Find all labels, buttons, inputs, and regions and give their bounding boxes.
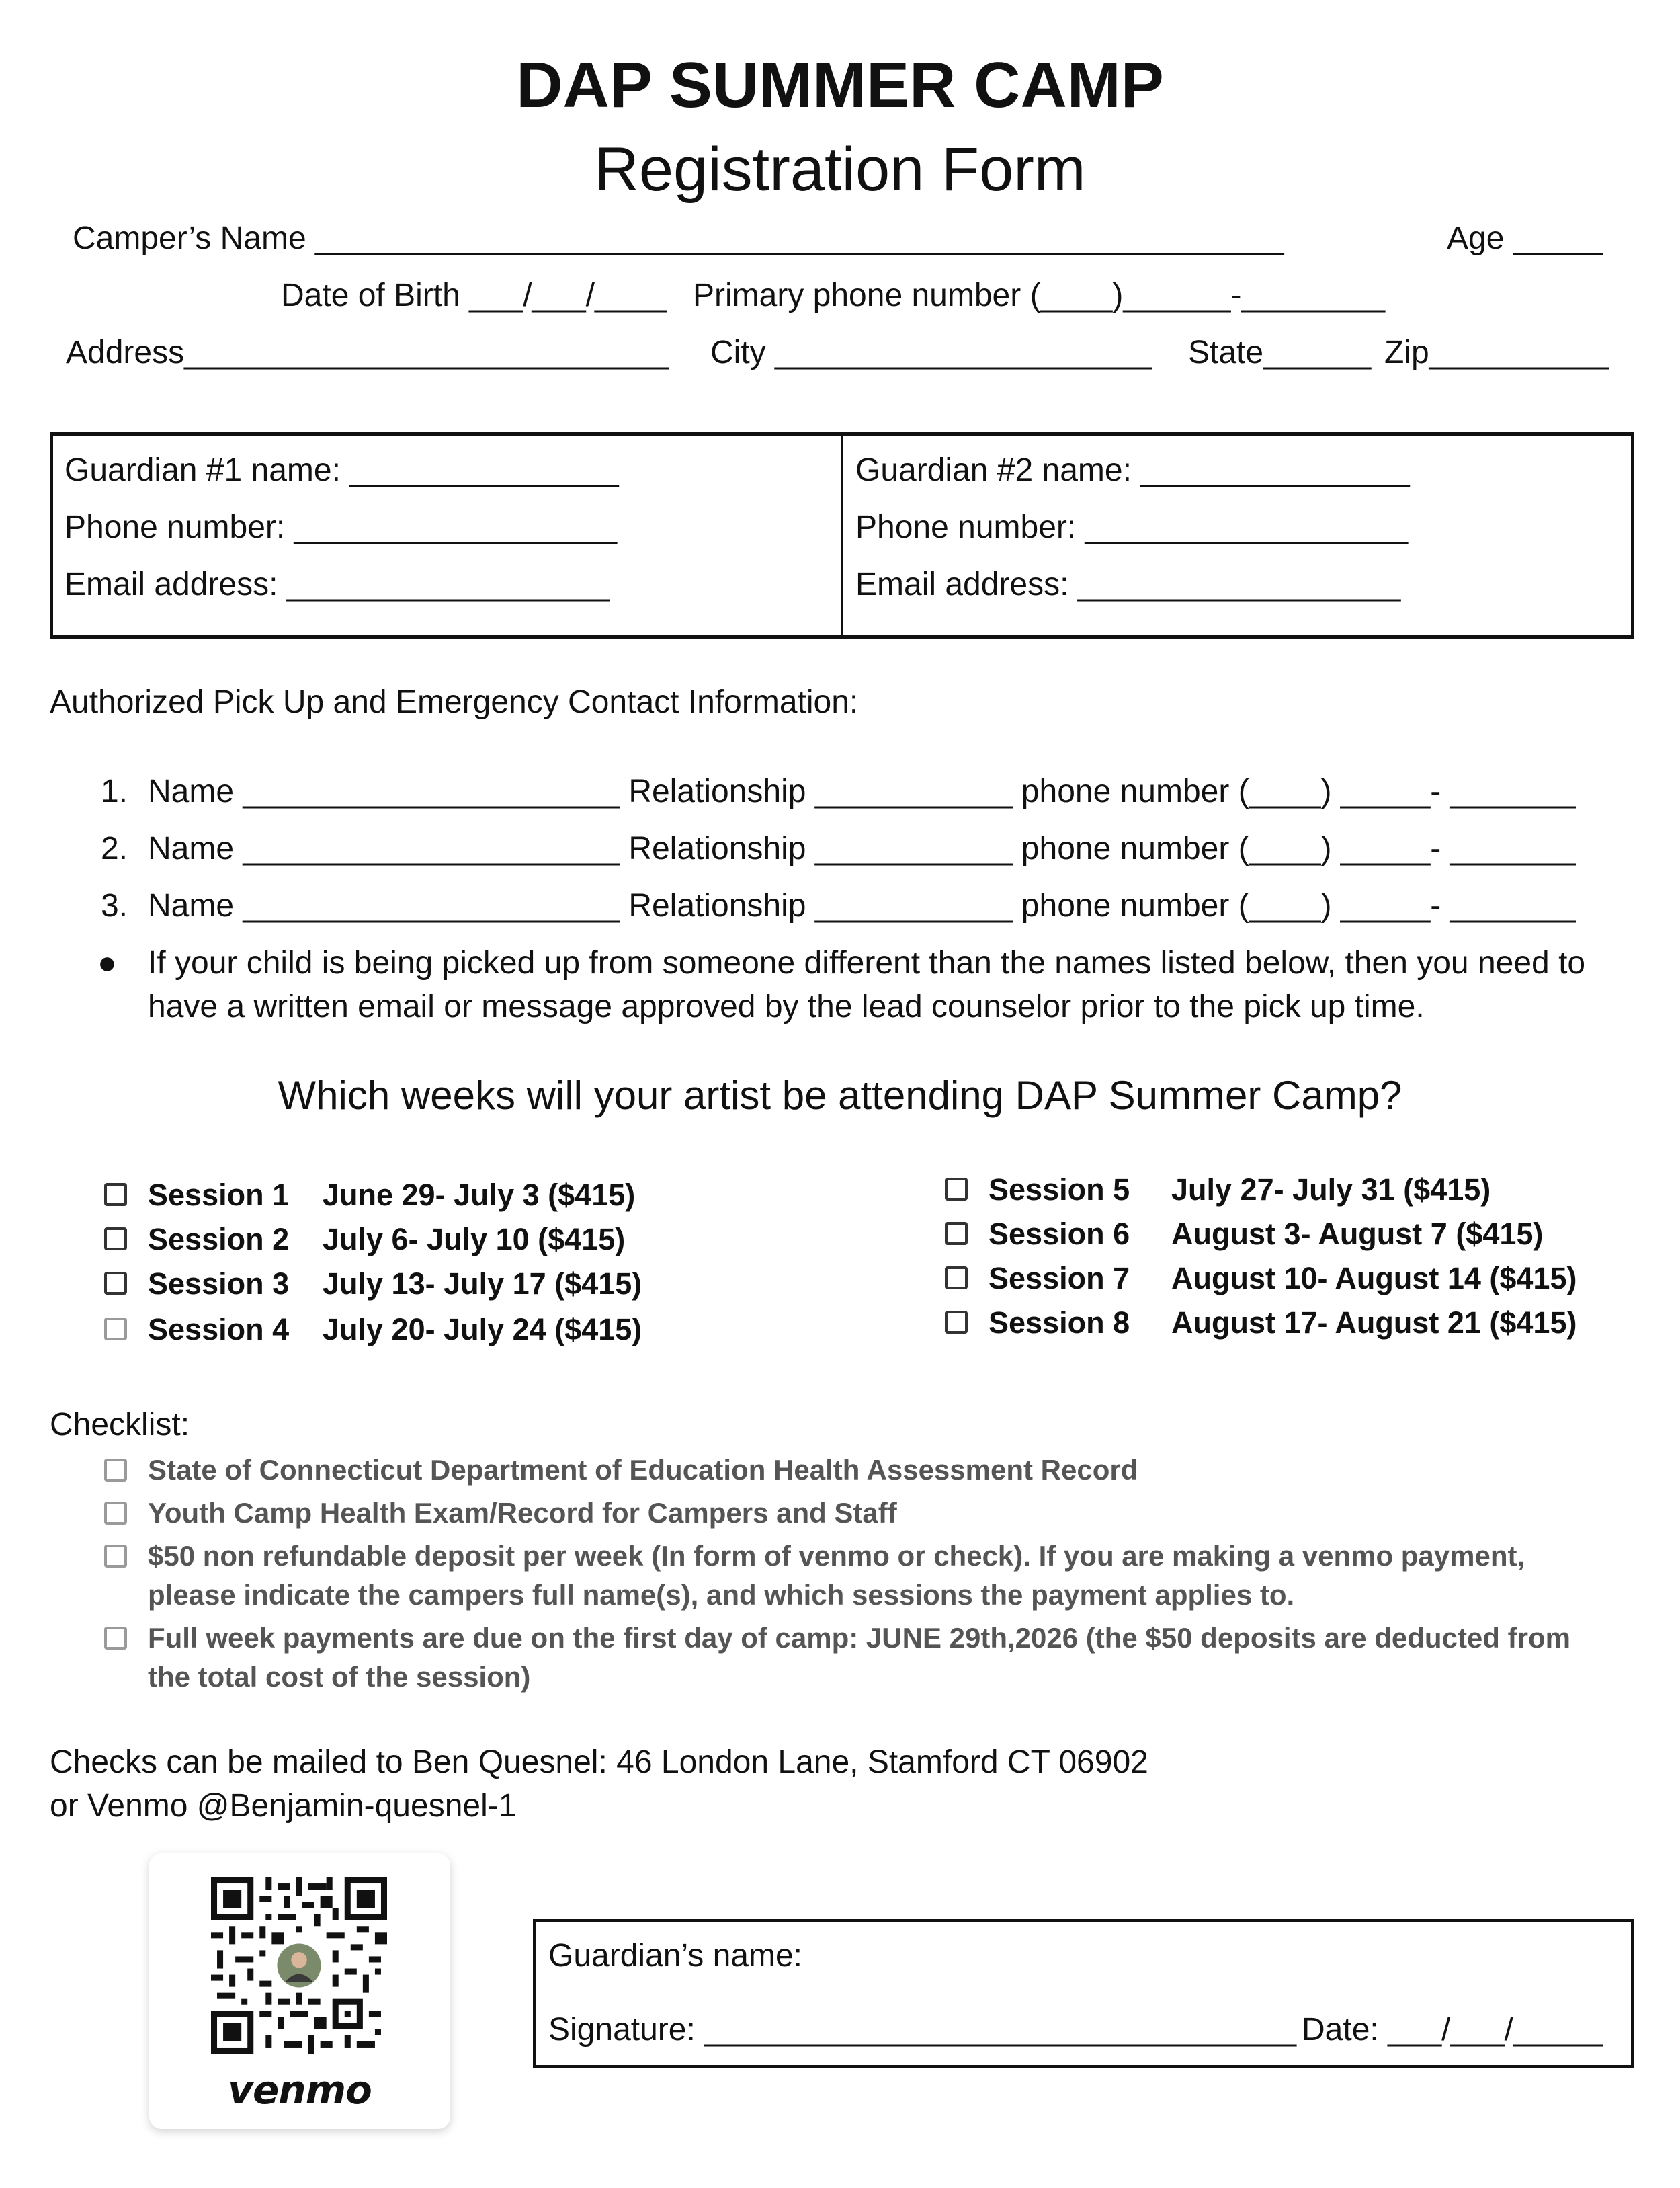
session-8-dates: August 17- August 21 ($415) <box>1171 1305 1577 1340</box>
page-title: DAP SUMMER CAMP <box>516 49 1164 121</box>
session-4-checkbox[interactable] <box>104 1318 127 1340</box>
session-5-label: Session 5 <box>989 1172 1130 1207</box>
session-6-checkbox[interactable] <box>945 1222 968 1245</box>
guardian-1-email-field[interactable]: Email address: __________________ <box>65 567 610 602</box>
session-2-label: Session 2 <box>148 1222 290 1256</box>
signature-date-field[interactable]: Date: ___/___/_____ <box>1302 2012 1603 2048</box>
contact-2-fields[interactable]: Name _____________________ Relationship ___________ phone number (____) _____- _______ <box>148 831 1576 866</box>
session-7-checkbox[interactable] <box>945 1266 968 1289</box>
session-6-dates: August 3- August 7 ($415) <box>1171 1217 1544 1251</box>
session-4-label: Session 4 <box>148 1312 290 1346</box>
contact-number: 1. <box>100 774 128 809</box>
venmo-logo: venmo <box>228 2067 372 2113</box>
checklist-item-3-line-2: please indicate the campers full name(s), and which sessions the payment applies to. <box>148 1579 1295 1611</box>
session-6-label: Session 6 <box>989 1217 1130 1251</box>
checklist-heading: Checklist: <box>50 1407 190 1443</box>
session-8-checkbox[interactable] <box>945 1311 968 1334</box>
qr-code-icon <box>211 1877 387 2054</box>
guardian-2-phone-field[interactable]: Phone number: __________________ <box>855 510 1409 545</box>
date-of-birth-field[interactable]: Date of Birth ___/___/____ <box>281 278 667 313</box>
primary-phone-field[interactable]: Primary phone number (____)______-________ <box>693 278 1386 313</box>
signature-field[interactable]: Signature: _________________________________ <box>548 2012 1297 2048</box>
address-field[interactable]: Address___________________________ <box>66 335 669 370</box>
pickup-heading: Authorized Pick Up and Emergency Contact Information: <box>50 684 859 720</box>
pickup-note-line-1: If your child is being picked up from someone different than the names listed below, then you need to <box>148 945 1586 981</box>
session-1-label: Session 1 <box>148 1178 290 1212</box>
checklist-health-assessment-checkbox[interactable] <box>104 1459 127 1482</box>
contact-3-fields[interactable]: Name _____________________ Relationship ___________ phone number (____) _____- _______ <box>148 888 1576 924</box>
session-3-checkbox[interactable] <box>104 1272 127 1295</box>
age-field[interactable]: Age _____ <box>1447 220 1603 256</box>
guardian-1-name-field[interactable]: Guardian #1 name: _______________ <box>65 452 619 488</box>
session-4-dates: July 20- July 24 ($415) <box>323 1312 642 1346</box>
venmo-qr-card[interactable] <box>149 1853 450 2129</box>
checklist-deposit-checkbox[interactable] <box>104 1545 127 1568</box>
checklist-item-3-line-1: $50 non refundable deposit per week (In form of venmo or check). If you are making a venmo payment, <box>148 1540 1525 1572</box>
session-5-dates: July 27- July 31 ($415) <box>1171 1172 1491 1207</box>
guardian-1-phone-field[interactable]: Phone number: __________________ <box>65 510 618 545</box>
session-3-label: Session 3 <box>148 1266 290 1301</box>
session-2-checkbox[interactable] <box>104 1227 127 1250</box>
guardians-divider <box>841 432 843 639</box>
state-field[interactable]: State______ <box>1188 335 1372 370</box>
checklist-item-1: State of Connecticut Department of Education Health Assessment Record <box>148 1454 1138 1486</box>
page-subtitle: Registration Form <box>594 135 1086 204</box>
contact-1-fields[interactable]: Name _____________________ Relationship ___________ phone number (____) _____- _______ <box>148 774 1576 809</box>
checks-mail-info: Checks can be mailed to Ben Quesnel: 46 London Lane, Stamford CT 06902 <box>50 1744 1148 1780</box>
session-8-label: Session 8 <box>989 1305 1130 1340</box>
camper-name-field[interactable]: Camper’s Name ______________________________________________________ <box>73 220 1284 256</box>
checklist-payment-checkbox[interactable] <box>104 1627 127 1650</box>
city-field[interactable]: City _____________________ <box>710 335 1152 370</box>
pickup-note-line-2: have a written email or message approved by the lead counselor prior to the pick up time. <box>148 989 1425 1024</box>
session-5-checkbox[interactable] <box>945 1178 968 1201</box>
session-1-checkbox[interactable] <box>104 1183 127 1206</box>
session-1-dates: June 29- July 3 ($415) <box>323 1178 636 1212</box>
contact-number: 2. <box>100 831 128 866</box>
weeks-question: Which weeks will your artist be attending DAP Summer Camp? <box>278 1073 1402 1118</box>
session-7-label: Session 7 <box>989 1261 1130 1295</box>
guardian-name-label[interactable]: Guardian’s name: <box>548 1938 802 1974</box>
guardian-2-email-field[interactable]: Email address: __________________ <box>855 567 1401 602</box>
checklist-health-exam-checkbox[interactable] <box>104 1502 127 1525</box>
venmo-handle: or Venmo @Benjamin-quesnel-1 <box>50 1788 517 1824</box>
checklist-item-4-line-2: the total cost of the session) <box>148 1661 531 1693</box>
guardian-2-name-field[interactable]: Guardian #2 name: _______________ <box>855 452 1410 488</box>
session-7-dates: August 10- August 14 ($415) <box>1171 1261 1577 1295</box>
session-2-dates: July 6- July 10 ($415) <box>323 1222 626 1256</box>
bullet-icon: ● <box>97 945 117 981</box>
checklist-item-4-line-1: Full week payments are due on the first day of camp: JUNE 29th,2026 (the $50 deposits are deducted from <box>148 1622 1570 1654</box>
contact-number: 3. <box>100 888 128 924</box>
zip-field[interactable]: Zip__________ <box>1384 335 1609 370</box>
session-3-dates: July 13- July 17 ($415) <box>323 1266 642 1301</box>
checklist-item-2: Youth Camp Health Exam/Record for Campers and Staff <box>148 1497 897 1529</box>
